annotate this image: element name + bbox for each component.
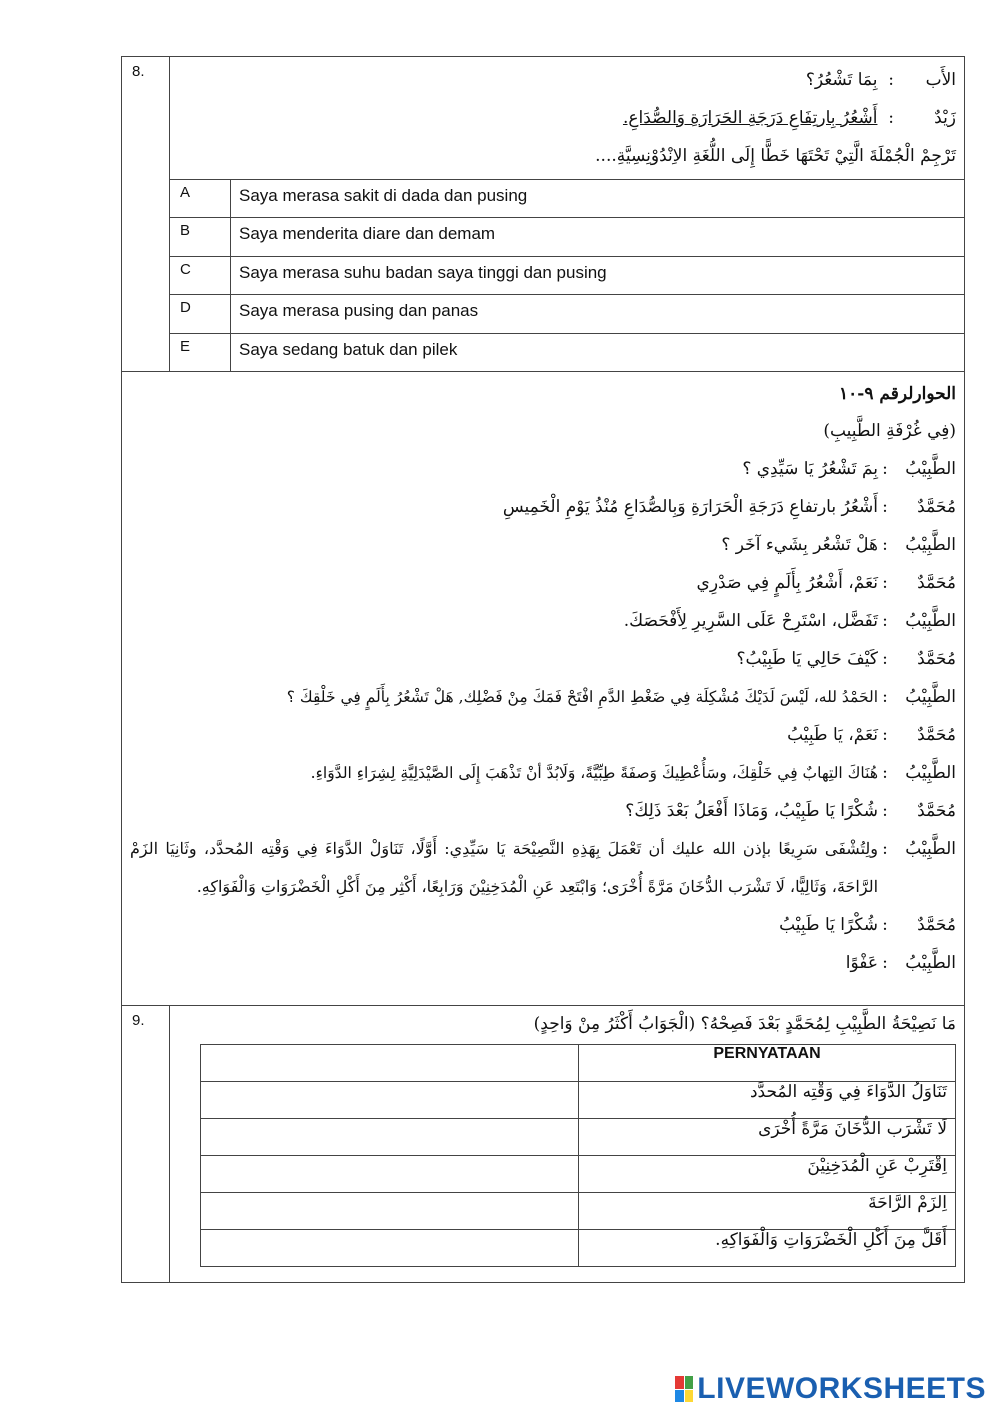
q8-stem: [170, 57, 965, 180]
statement: اِلزَمْ الرَّاحَةَ: [579, 1193, 956, 1230]
statement: لَا تَشْرَب الدُّخَانَ مَرَّةً أُخْرَى: [579, 1119, 956, 1156]
utterance: بِمَ تَشْعُرُ يَا سَيِّدِي ؟: [742, 459, 879, 479]
option-text[interactable]: Saya menderita diare dan demam: [231, 218, 965, 257]
answer-cell[interactable]: [201, 1193, 579, 1230]
answer-cell[interactable]: [201, 1045, 579, 1082]
speaker: مُحَمَّدٌ: [917, 915, 957, 935]
speaker: مُحَمَّدٌ: [917, 497, 957, 517]
option-letter: D: [170, 295, 231, 334]
utterance: تَفَضَّل، اسْتَرِحْ عَلَى السَّرِيرِ لِأَفْحَصَكَ.: [623, 611, 879, 631]
q8-dialog-line-2: [178, 99, 956, 137]
utterance: كَيْفَ حَالِي يَا طَبِيْبُ؟: [736, 649, 879, 669]
dialogue-line: مُحَمَّدٌ : نَعَمْ، يَا طَبِيْبُ: [130, 716, 956, 754]
dialogue-line: مُحَمَّدٌ : كَيْفَ حَالِي يَا طَبِيْبُ؟: [130, 640, 956, 678]
dialogue-line: الطَّبِيْبُ : تَفَضَّل، اسْتَرِحْ عَلَى السَّرِيرِ لِأَفْحَصَكَ.: [130, 602, 956, 640]
utterance: نَعَمْ، أَشْعُرُ بِأَلَمٍ فِي صَدْرِي: [696, 573, 879, 593]
speaker: مُحَمَّدٌ: [917, 725, 957, 745]
table-row: [201, 1193, 956, 1230]
option-letter: B: [170, 218, 231, 257]
utterance: شُكْرًا يَا طَبِيْبُ: [779, 915, 879, 935]
worksheet-table: [121, 56, 965, 1283]
dialogue-line: الطَّبِيْبُ : بِمَ تَشْعُرُ يَا سَيِّدِي ؟: [130, 450, 956, 488]
dialogue-title: الحوارلرقم ٩-١٠: [839, 384, 957, 404]
speaker: الطَّبِيْبُ: [905, 763, 957, 783]
dialogue-line: مُحَمَّدٌ : شُكْرًا يَا طَبِيْبُ، وَمَاذَا أَفْعَلُ بَعْدَ ذَلِكَ؟: [130, 792, 956, 830]
q9-number: 9.: [122, 1006, 170, 1283]
dialogue-setting: (فِي غُرْفَةِ الطَّبِيبِ): [823, 421, 957, 441]
answer-cell[interactable]: [201, 1119, 579, 1156]
utterance: ولِتُشْفَى سَرِيعًا بإذن الله عليك أن تَعْمَلَ بِهَذِهِ النَّصِيْحَة يَا سَيِّدِي: أَوَّلًا، تَنَاوَلْ الدَّوَاءَ فِي وَقْتِه المُحدَّد، وثَانِيَا الزَمْ الرَّاحَةَ، وَثَالِيًّا، لَا تَشْرَب الدُّخَانَ مَرَّةً أُخْرَى؛ وَابْتَعِد عَنِ الْمُدَخِنِيْنَ وَرَابِعًا، أَكْثِر مِنَ أَكْلِ الْخَضْرَوَاتِ وَالْفَوَاكِهِ.: [130, 839, 879, 896]
utterance: هَلْ تَشْعُر بِشَيء آخَر ؟: [721, 535, 879, 555]
speaker: مُحَمَّدٌ: [917, 573, 957, 593]
logo-square: [675, 1390, 684, 1403]
option-text[interactable]: Saya sedang batuk dan pilek: [231, 334, 965, 372]
speaker: الطَّبِيْبُ: [905, 611, 957, 631]
option-text[interactable]: Saya merasa sakit di dada dan pusing: [231, 180, 965, 218]
utterance: هُنَاكَ التِهابٌ فِي خَلْقِكَ، وسَأُعْطِيكَ وَصفَةً طِبِّيَّةً، وَلَابُدَّ أنْ تَذْهَبَ إِلَى الصَّيْدَلِيَّةِ لِشِرَاءِ الدَّوَاءِ.: [310, 764, 879, 782]
option-letter: A: [170, 180, 231, 218]
logo-square: [685, 1390, 694, 1403]
utterance: شُكْرًا يَا طَبِيْبُ، وَمَاذَا أَفْعَلُ بَعْدَ ذَلِكَ؟: [625, 801, 879, 821]
q8-utterance: بِمَا تَشْعُرُ؟: [805, 70, 878, 90]
q8-instruction: تَرْجِمْ الْجُمْلَةَ الَّتِيْ تَحْتَهَا خَطًّا إِلَى اللُّغَةِ الاِنْدُوْنِسِيَّةِ....: [595, 146, 957, 166]
statement: أَقَلَّ مِنَ أَكْلِ الْخَضْرَوَاتِ وَالْفَوَاكِهِ.: [579, 1230, 956, 1267]
dialogue-line: الطَّبِيْبُ : هَلْ تَشْعُر بِشَيء آخَر ؟: [130, 526, 956, 564]
speaker: الطَّبِيْبُ: [905, 687, 957, 707]
dialogue-row: [122, 372, 965, 1006]
q8-underlined-sentence: أَشْعُرُ بِارتِفَاعِ دَرَجَةِ الحَرَارَةِ وَالصُّدَاعِ.: [622, 108, 878, 128]
dialogue-line: الطَّبِيْبُ : ولِتُشْفَى سَرِيعًا بإذن الله عليك أن تَعْمَلَ بِهَذِهِ النَّصِيْحَة يَا سَيِّدِي: أَوَّلًا، تَنَاوَلْ الدَّوَاءَ فِي وَقْتِه المُحدَّد، وثَانِيَا الزَمْ الرَّاحَةَ، وَثَالِيًّا، لَا تَشْرَب الدُّخَانَ مَرَّةً أُخْرَى؛ وَابْتَعِد عَنِ الْمُدَخِنِيْنَ وَرَابِعًا، أَكْثِر مِنَ أَكْلِ الْخَضْرَوَاتِ وَالْفَوَاكِهِ.: [130, 830, 956, 906]
option-letter: C: [170, 257, 231, 295]
speaker: الطَّبِيْبُ: [905, 535, 957, 555]
dialogue-line: الطَّبِيْبُ : الحَمْدُ لله، لَيْسَ لَدَيْكَ مُشْكِلَة فِي ضَغْطِ الدَّمِ افْتَحْ فَمَكَ مِنْ فَضْلِك, هَلْ تَشْعُرُ بِأَلَمٍ فِي خَلْقِكَ ؟: [130, 678, 956, 716]
q8-option-d[interactable]: [122, 295, 965, 334]
answer-cell[interactable]: [201, 1156, 579, 1193]
q8-dialog-line-1: [178, 61, 956, 99]
dialogue-line: مُحَمَّدٌ : شُكْرًا يَا طَبِيْبُ: [130, 906, 956, 944]
dialogue-line: الطَّبِيْبُ : عَفْوًا: [130, 944, 956, 982]
utterance: عَفْوًا: [845, 953, 879, 973]
logo-square: [675, 1376, 684, 1389]
table-row: [201, 1156, 956, 1193]
utterance: نَعَمْ، يَا طَبِيْبُ: [787, 725, 879, 745]
option-text[interactable]: Saya merasa pusing dan panas: [231, 295, 965, 334]
answer-cell[interactable]: [201, 1082, 579, 1119]
option-text[interactable]: Saya merasa suhu badan saya tinggi dan pusing: [231, 257, 965, 295]
table-row: [201, 1119, 956, 1156]
q8-sep: :: [888, 108, 895, 128]
dialogue-line: مُحَمَّدٌ : نَعَمْ، أَشْعُرُ بِأَلَمٍ فِي صَدْرِي: [130, 564, 956, 602]
dialogue-line: الطَّبِيْبُ : هُنَاكَ التِهابٌ فِي خَلْقِكَ، وسَأُعْطِيكَ وَصفَةً طِبِّيَّةً، وَلَابُدَّ أنْ تَذْهَبَ إِلَى الصَّيْدَلِيَّةِ لِشِرَاءِ الدَّوَاءِ.: [130, 754, 956, 792]
q8-option-a[interactable]: [122, 180, 965, 218]
logo-text: LIVEWORKSHEETS: [697, 1372, 986, 1405]
option-letter: E: [170, 334, 231, 372]
utterance: الحَمْدُ لله، لَيْسَ لَدَيْكَ مُشْكِلَة فِي ضَغْطِ الدَّمِ افْتَحْ فَمَكَ مِنْ فَضْلِك, هَلْ تَشْعُرُ بِأَلَمٍ فِي خَلْقِكَ ؟: [286, 688, 879, 706]
q8-sep: :: [888, 70, 895, 90]
dialogue-passage: [122, 372, 965, 1006]
q9-row: [122, 1006, 965, 1283]
q9-header-row: [201, 1045, 956, 1082]
q9-question: مَا نَصِيْحَةُ الطَّبِيْبِ لِمُحَمَّدٍ بَعْدَ فَصِحْهُ؟ (الْجَوَابُ أَكْثَرُ مِنْ وَاحِدٍ): [533, 1014, 957, 1034]
q8-option-b[interactable]: [122, 218, 965, 257]
q9-statement-table: [200, 1044, 956, 1267]
q8-speaker: زَيْدٌ: [934, 108, 957, 128]
dialogue-line: مُحَمَّدٌ : أَشْعُرُ بارتفاعِ دَرَجَةِ الْحَرَارَةِ وَبِالصُّدَاعِ مُنْذُ يَوْمِ الْخَمِيسِ: [130, 488, 956, 526]
logo-square: [685, 1376, 694, 1389]
speaker: الطَّبِيْبُ: [905, 459, 957, 479]
q9-table-header: PERNYATAAN: [579, 1045, 956, 1082]
utterance: أَشْعُرُ بارتفاعِ دَرَجَةِ الْحَرَارَةِ وَبِالصُّدَاعِ مُنْذُ يَوْمِ الْخَمِيسِ: [502, 497, 879, 517]
answer-cell[interactable]: [201, 1230, 579, 1267]
table-row: [201, 1230, 956, 1267]
speaker: مُحَمَّدٌ: [917, 649, 957, 669]
q8-speaker: الأَب: [925, 70, 957, 90]
q8-option-c[interactable]: [122, 257, 965, 295]
q8-number: 8.: [122, 57, 170, 372]
q9-body: [170, 1006, 965, 1283]
logo-mark-icon: [675, 1376, 693, 1402]
statement: اِقْتَرِبْ عَنِ الْمُدَخِنِيْنَ: [579, 1156, 956, 1193]
statement: تَنَاوَلُ الدَّوَاءَ فِي وَقْتِه المُحدَّد: [579, 1082, 956, 1119]
speaker: الطَّبِيْبُ: [905, 953, 957, 973]
liveworksheets-logo[interactable]: [675, 1372, 986, 1406]
speaker: مُحَمَّدٌ: [917, 801, 957, 821]
table-row: [201, 1082, 956, 1119]
speaker: الطَّبِيْبُ: [905, 839, 957, 859]
q8-option-e[interactable]: [122, 334, 965, 372]
q8-stem-row: [122, 57, 965, 180]
